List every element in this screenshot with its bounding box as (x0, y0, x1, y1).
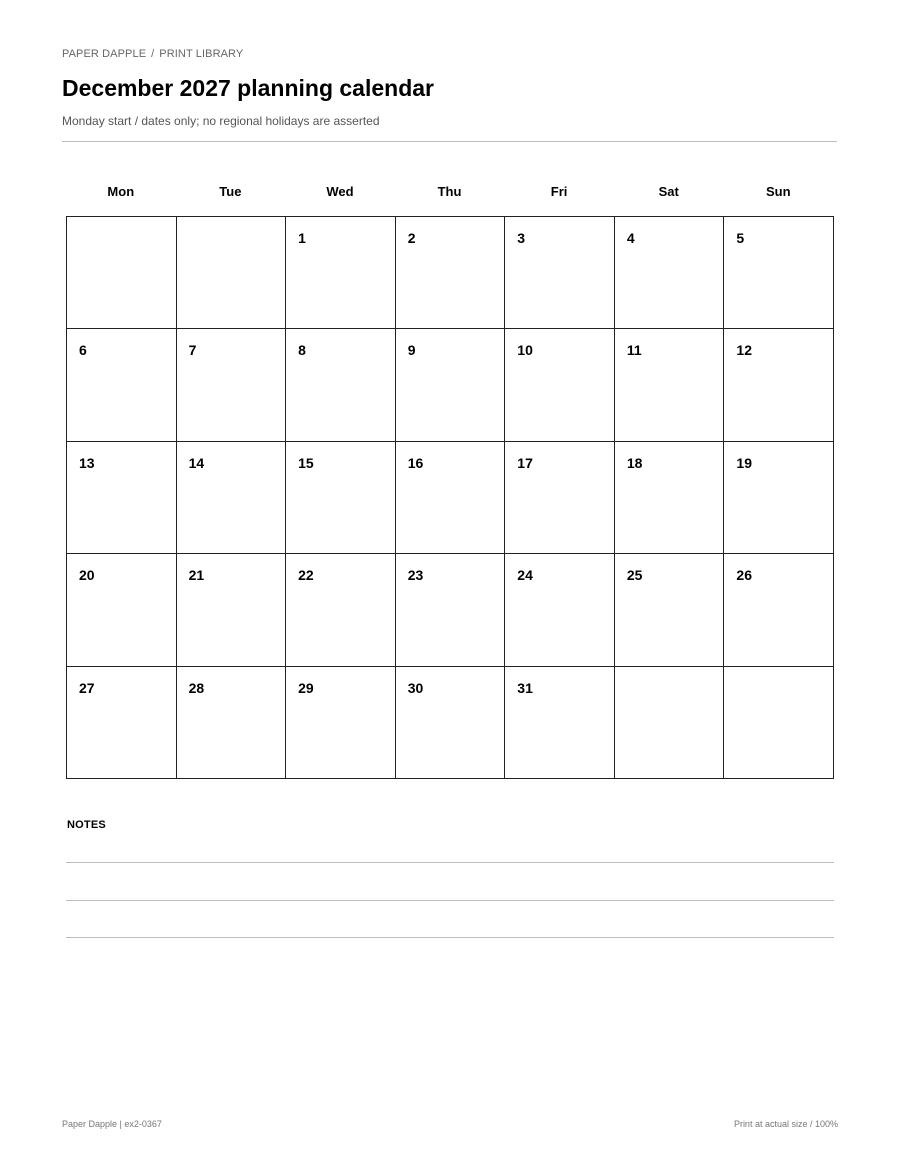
day-number: 4 (626, 230, 635, 246)
calendar-day-cell (286, 554, 396, 666)
calendar-day-cell (724, 554, 834, 666)
calendar-day-cell (286, 329, 396, 441)
calendar-day-cell (505, 329, 615, 441)
notes-writing-line (66, 862, 834, 863)
calendar-day-cell (67, 667, 177, 779)
day-number: 18 (626, 454, 643, 471)
page-subtitle: Monday start / dates only; no regional holidays are asserted (62, 114, 380, 128)
calendar-day-cell (177, 554, 287, 666)
weekday-header-mon: Mon (107, 184, 135, 199)
calendar-day-cell (396, 442, 506, 554)
notes-writing-line (66, 937, 834, 938)
day-number: 6 (79, 342, 87, 359)
day-number: 30 (407, 679, 424, 696)
day-number: 1 (298, 230, 306, 246)
weekday-header-wed: Wed (326, 184, 354, 199)
day-number: 3 (517, 230, 526, 246)
calendar-empty-cell (67, 217, 177, 329)
calendar-day-cell (615, 442, 725, 554)
calendar-day-cell (615, 329, 725, 441)
breadcrumb (62, 48, 243, 60)
day-number: 5 (736, 230, 745, 246)
day-number: 8 (298, 342, 306, 359)
day-number: 14 (188, 454, 205, 471)
day-number: 2 (407, 230, 416, 246)
calendar-day-cell (505, 217, 615, 329)
header-divider (62, 141, 837, 142)
calendar-day-cell (615, 554, 725, 666)
calendar-day-cell (177, 442, 287, 554)
day-number: 23 (407, 567, 424, 584)
calendar-day-cell (67, 442, 177, 554)
day-number: 12 (736, 342, 752, 359)
day-number: 20 (79, 567, 95, 584)
day-number: 17 (517, 454, 533, 471)
calendar-day-cell (724, 442, 834, 554)
notes-label: NOTES (67, 819, 106, 831)
day-number: 27 (79, 679, 95, 696)
weekday-header-row (66, 184, 833, 199)
calendar-day-cell (396, 217, 506, 329)
calendar-day-cell (505, 667, 615, 779)
day-number: 9 (407, 342, 416, 359)
day-number: 26 (736, 567, 752, 584)
calendar-grid (66, 216, 834, 779)
day-number: 15 (298, 454, 314, 471)
day-number: 28 (188, 679, 205, 696)
calendar-day-cell (615, 217, 725, 329)
weekday-header-tue: Tue (219, 184, 242, 199)
calendar-day-cell (286, 667, 396, 779)
breadcrumb-site[interactable]: PAPER DAPPLE (62, 48, 147, 60)
page-title: December 2027 planning calendar (62, 75, 434, 101)
calendar-day-cell (67, 554, 177, 666)
day-number: 10 (517, 342, 533, 359)
day-number: 25 (626, 567, 643, 584)
footer-print-note: Print at actual size / 100% (733, 1119, 838, 1129)
calendar-empty-cell (615, 667, 725, 779)
calendar-day-cell (67, 329, 177, 441)
day-number: 31 (517, 679, 533, 696)
weekday-header-thu: Thu (437, 184, 462, 199)
calendar-day-cell (286, 442, 396, 554)
calendar-empty-cell (177, 217, 287, 329)
weekday-header-sat: Sat (658, 184, 679, 199)
day-number: 7 (188, 342, 197, 359)
calendar-empty-cell (724, 667, 834, 779)
day-number: 19 (736, 454, 752, 471)
day-number: 11 (626, 342, 642, 359)
day-number: 22 (298, 567, 314, 584)
day-number: 21 (188, 567, 205, 584)
breadcrumb-separator: / (151, 48, 155, 60)
calendar-day-cell (286, 217, 396, 329)
calendar-day-cell (177, 329, 287, 441)
calendar-day-cell (505, 442, 615, 554)
day-number: 29 (298, 679, 314, 696)
calendar-day-cell (396, 667, 506, 779)
calendar-day-cell (724, 217, 834, 329)
calendar-day-cell (177, 667, 287, 779)
breadcrumb-section[interactable]: PRINT LIBRARY (159, 48, 244, 60)
calendar-day-cell (505, 554, 615, 666)
day-number: 16 (407, 454, 424, 471)
day-number: 13 (79, 454, 95, 471)
calendar-day-cell (724, 329, 834, 441)
day-number: 24 (517, 567, 533, 584)
weekday-header-fri: Fri (550, 184, 568, 199)
weekday-header-sun: Sun (765, 184, 791, 199)
calendar-day-cell (396, 554, 506, 666)
footer-source: Paper Dapple | ex2-0367 (62, 1119, 162, 1129)
calendar-day-cell (396, 329, 506, 441)
notes-writing-line (66, 900, 834, 901)
